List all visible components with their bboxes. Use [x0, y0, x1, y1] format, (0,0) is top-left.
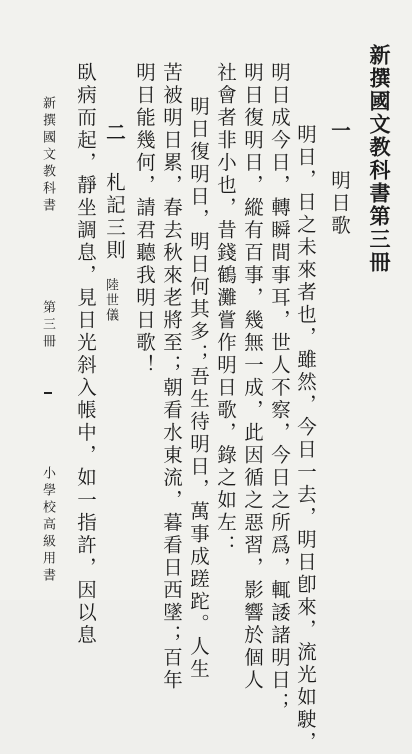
text-column-4: 社會者非小也，昔錢鶴灘嘗作明日歌，錄之如左： [214, 62, 237, 557]
lesson-two-number: 二 [103, 122, 126, 145]
book-title: 新撰國文教科書第三冊 [367, 44, 392, 274]
margin-publisher: 小學校高級用書 [40, 466, 55, 585]
margin-book-name: 新撰國文教科書 [40, 96, 55, 215]
lesson-one-number: 一 [328, 120, 351, 143]
lesson-one-title: 明日歌 [328, 170, 351, 238]
text-column-2: 明日成今日，轉瞬間事耳，世人不察，今日之所爲，輒諉諸明日； [268, 62, 291, 715]
text-column-3: 明日復明日，縱有百事，幾無一成，此因循之惡習，影響於個人 [241, 62, 264, 692]
text-column-1: 明日，日之未來者也，雖然，今日一去，明日卽來，流光如駛， [294, 124, 317, 754]
poem-column-3: 明日能幾何，請君聽我明日歌！ [133, 62, 156, 377]
poem-column-2: 苦被明日累，春去秋來老將至；朝看水東流，暮看日西墜；百年 [160, 62, 183, 692]
lesson-two-author: 陸世儀 [103, 278, 118, 323]
lesson-two-text-column: 臥病而起，靜坐調息，見日光斜入帳中，如一指許，因以息 [74, 62, 97, 647]
poem-column-1: 明日復明日，明日何其多；吾生待明日，萬事成蹉跎。人生 [187, 96, 210, 681]
margin-rule [44, 392, 52, 394]
lesson-two-title: 札記三則 [103, 172, 126, 262]
margin-volume: 第三冊 [40, 300, 55, 351]
